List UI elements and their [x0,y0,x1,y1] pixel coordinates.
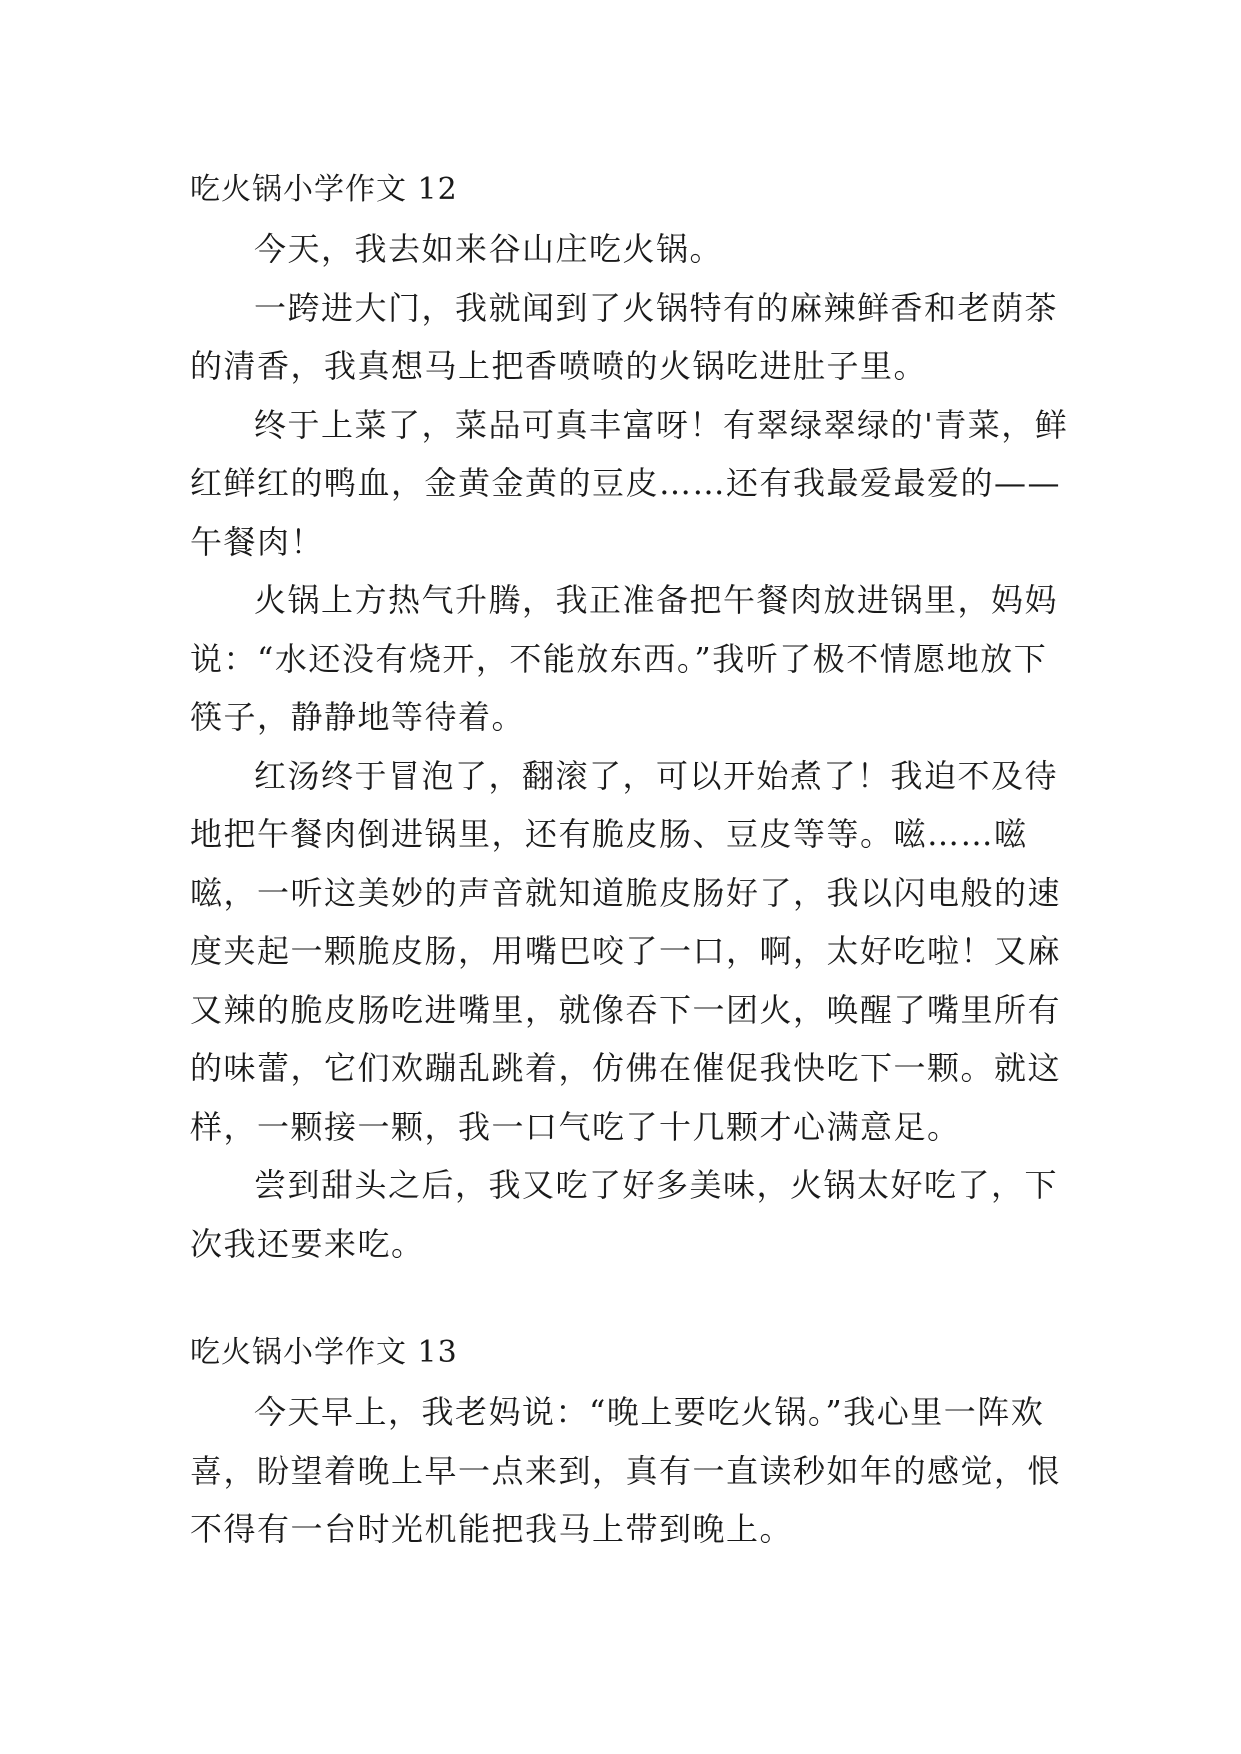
paragraph: 今天，我去如来谷山庄吃火锅。 [254,230,724,268]
essay-12 [190,160,1070,1273]
document-body [190,160,1070,1559]
paragraph: 终于上菜了，菜品可真丰富呀！有翠绿翠绿的'青菜，鲜红鲜红的鸭血，金黄金黄的豆皮……还有我最爱最爱的——午餐肉！ [190,405,1069,561]
paragraph: 尝到甜头之后，我又吃了好多美味，火锅太好吃了，下次我还要来吃。 [190,1166,1059,1263]
paragraph: 红汤终于冒泡了，翻滚了，可以开始煮了！我迫不及待地把午餐肉倒进锅里，还有脆皮肠、豆皮等等。嗞……嗞嗞，一听这美妙的声音就知道脆皮肠好了，我以闪电般的速度夹起一颗脆皮肠，用嘴巴咬了一口，啊，太好吃啦！又麻又辣的脆皮肠吃进嘴里，就像吞下一团火，唤醒了嘴里所有的味蕾，它们欢蹦乱跳着，仿佛在催促我快吃下一颗。就这样，一颗接一颗，我一口气吃了十几颗才心满意足。 [190,756,1062,1146]
paragraph: 一跨进大门，我就闻到了火锅特有的麻辣鲜香和老荫茶的清香，我真想马上把香喷喷的火锅吃进肚子里。 [190,288,1059,385]
essay-title: 吃火锅小学作文 12 [190,172,458,207]
essay-13 [190,1323,1070,1559]
paragraph: 火锅上方热气升腾，我正准备把午餐肉放进锅里，妈妈说：“水还没有烧开，不能放东西。”我听了极不情愿地放下筷子，静静地等待着。 [190,581,1059,736]
paragraph: 今天早上，我老妈说：“晚上要吃火锅。”我心里一阵欢喜，盼望着晚上早一点来到，真有一直读秒如年的感觉，恨不得有一台时光机能把我马上带到晚上。 [190,1393,1062,1548]
essay-title: 吃火锅小学作文 13 [190,1335,458,1370]
